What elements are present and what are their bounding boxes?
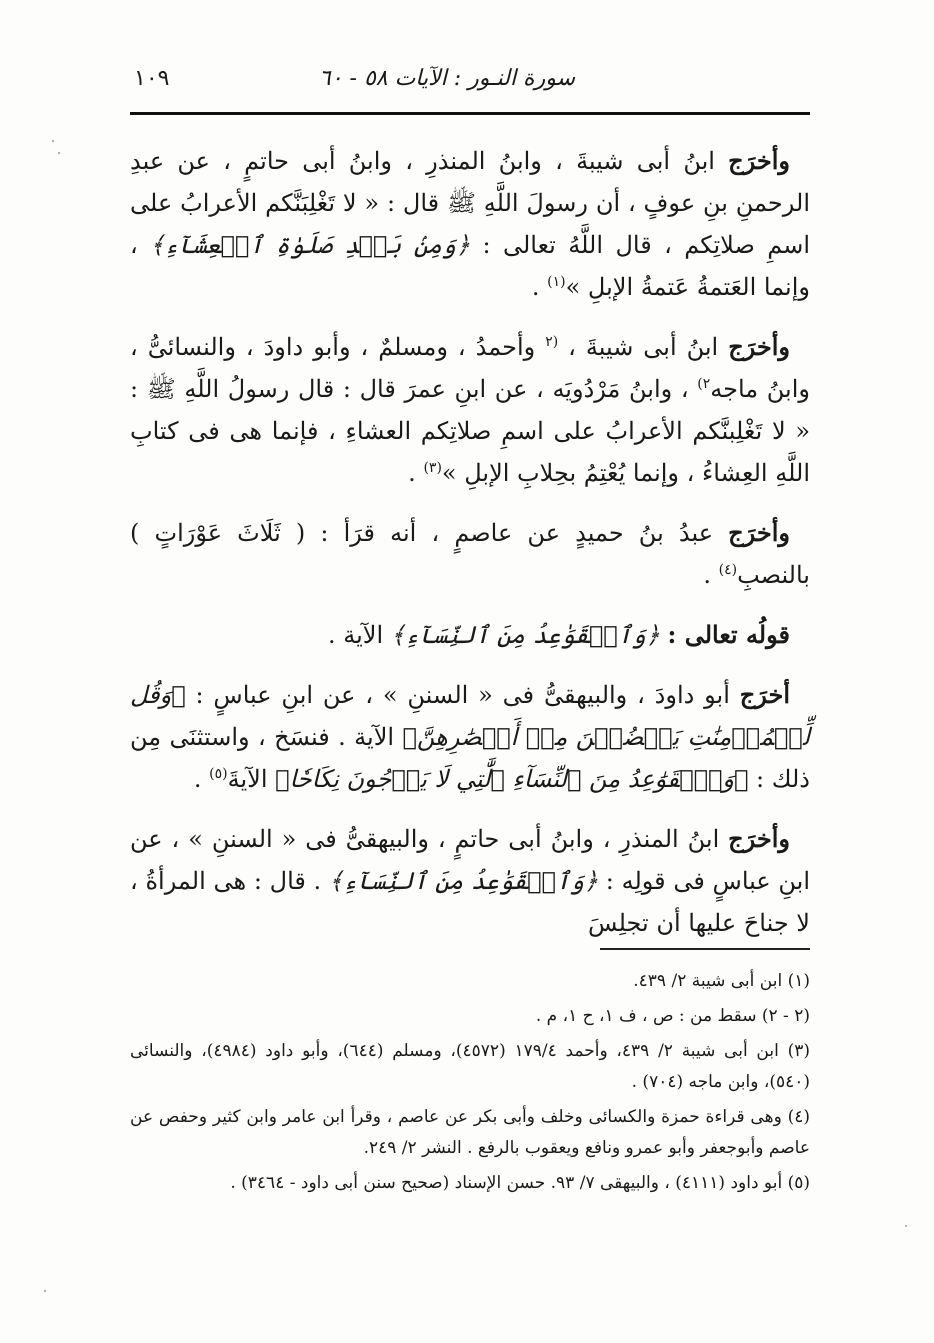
paragraph-lead: وأخرَج: [728, 518, 790, 547]
section-heading: قولُه تعالى :: [667, 620, 790, 649]
footnote-1: (١) ابن أبى شيبة ٢/ ٤٣٩.: [633, 971, 810, 991]
paragraph-text: ابنُ أبى شيبةَ ،: [558, 333, 729, 361]
quran-quote: ﴿وَٱلۡقَوَٰعِدُ مِنَ ٱلنِّسَآءِ﴾: [328, 867, 599, 895]
paragraph-text: ، وإنما العَتمةُ عَتمةُ الإبلِ »: [130, 231, 810, 301]
running-header: [130, 62, 810, 102]
paragraph-4: [130, 614, 810, 656]
footnote-reference: (٤): [718, 562, 738, 578]
paragraph-text: ابنُ أبى شيبةَ ، وابنُ المنذرِ ، وابنُ أبى حاتمٍ ، عن عبدِ الرحمنِ بنِ عوفٍ ، أن رسولَ اللَّهِ ﷺ قال : « لا تَغْلِبَنَّكم الأعرابُ على اسمِ صلاتِكم ، قال اللَّهُ تعالى :: [130, 147, 811, 259]
scan-speck: [44, 1290, 46, 1292]
paragraph-5: [130, 674, 810, 800]
footnotes: [130, 966, 810, 1203]
paragraph-lead: وأخرَج: [728, 146, 790, 175]
paragraph-lead: أخرَج: [739, 680, 790, 709]
scan-speck: [58, 152, 60, 154]
paragraph-text: الآيةَ: [227, 765, 276, 793]
paragraph-end: .: [531, 273, 548, 301]
running-header-title: سورة النـور : الآيات ٥٨ - ٦٠: [318, 66, 575, 91]
footnote-rule: [600, 948, 810, 950]
footnote-5: (٥) أبو داود (٤١١١) ، والبيهقى ٧/ ٩٣. حسن الإسناد (صحيح سنن أبى داود - ٣٤٦٤) .: [230, 1173, 810, 1193]
paragraph-text: الآية .: [327, 621, 391, 649]
footnote-3: (٣) ابن أبى شيبة ٢/ ٤٣٩، وأحمد ١٧٩/٤ (٤٥٧٢)، ومسلم (٦٤٤)، وأبو داود (٤٩٨٤)، والنسائى (٥٤٠)، وابن ماجه (٧٠٤) .: [130, 1041, 810, 1092]
quran-quote: ﴿وَٱلۡقَوَٰعِدُ مِنَ ٱلنِّسَآءِ﴾: [390, 621, 668, 649]
scan-speck: [52, 140, 54, 142]
footnote-reference: (٢: [545, 334, 559, 350]
footnote-2: (٢ - ٢) سقط من : ص ، ف ١، ح ١، م .: [535, 1006, 810, 1026]
footnote-reference: (٣): [423, 460, 442, 476]
paragraph-lead: وأخرَج: [728, 332, 791, 361]
paragraph-text: عبدُ بنُ حميدٍ عن عاصمٍ ، أنه قرَأ : ( ثَلَاثَ عَوْرَاتٍ ) بالنصبِ: [130, 519, 810, 589]
paragraph-end: .: [193, 765, 210, 793]
page-number: ١٠٩: [134, 66, 170, 91]
header-rule: [130, 112, 810, 115]
paragraph-text: الآية . فنسَخ ، واستثنَى مِن ذلك :: [130, 723, 810, 793]
quran-quote: ﴿وَقُل لِّلۡمُؤۡمِنَٰتِ يَغۡضُضۡنَ مِنۡ أَبۡصَٰرِهِنَّ﴾: [130, 681, 811, 751]
quran-quote: ﴿وَٱلۡقَوَٰعِدُ مِنَ ٱلنِّسَآءِ ٱلَّٰتِي لَا يَرۡجُونَ نِكَاحٗا﴾: [275, 765, 749, 793]
paragraph-1: [130, 140, 810, 308]
paragraph-lead: وأخرَج: [728, 824, 790, 853]
scan-speck: [905, 1225, 907, 1227]
main-text: [130, 140, 810, 962]
paragraph-3: [130, 512, 810, 596]
paragraph-text: ، وابنُ مَرْدُويَه ، عن ابنِ عمرَ قال : قال رسولُ اللَّهِ ﷺ : « لا تَغْلِبنَّكم الأعرابُ على اسمِ صلاتِكم العشاءِ ، فإنما هى فى كتابِ اللَّهِ العِشاءُ ، وإنما يُعْتِمُ بحِلابِ الإبلِ »: [130, 375, 810, 487]
paragraph-text: . قال : هى المرأةُ ، لا جناحَ عليها أن تجلِسَ: [130, 867, 810, 937]
paragraph-2: [130, 326, 810, 494]
paragraph-6: [130, 818, 810, 944]
paragraph-end: .: [703, 561, 719, 589]
footnote-4: (٤) وهى قراءة حمزة والكسائى وخلف وأبى بكر عن عاصم ، وقرأ ابن عامر وابن كثير وحفص عن عاصم وأبوجعفر وأبو عمرو ونافع ويعقوب بالرفع . النشر ٢/ ٢٤٩.: [130, 1107, 810, 1158]
paragraph-text: أبو داودَ ، والبيهقىُّ فى « السننِ » ، عن ابنِ عباسٍ :: [185, 681, 740, 709]
quran-quote: ﴿وَمِنۢ بَعۡدِ صَلَوٰةِ ٱلۡعِشَآءِ﴾: [150, 231, 471, 259]
footnote-reference: (٥): [209, 766, 228, 782]
paragraph-text: وأحمدُ ، ومسلمٌ ، وأبو داودَ ، والنسائىُّ ، وابنُ ماجه: [130, 333, 810, 403]
paragraph-end: .: [408, 459, 424, 487]
paragraph-text: ابنُ المنذرِ ، وابنُ أبى حاتمٍ ، والبيهقىُّ فى « السننِ » ، عن ابنِ عباسٍ فى قولِه :: [130, 825, 811, 895]
footnote-reference: (١): [547, 274, 566, 290]
footnote-reference: ٢): [697, 376, 711, 392]
